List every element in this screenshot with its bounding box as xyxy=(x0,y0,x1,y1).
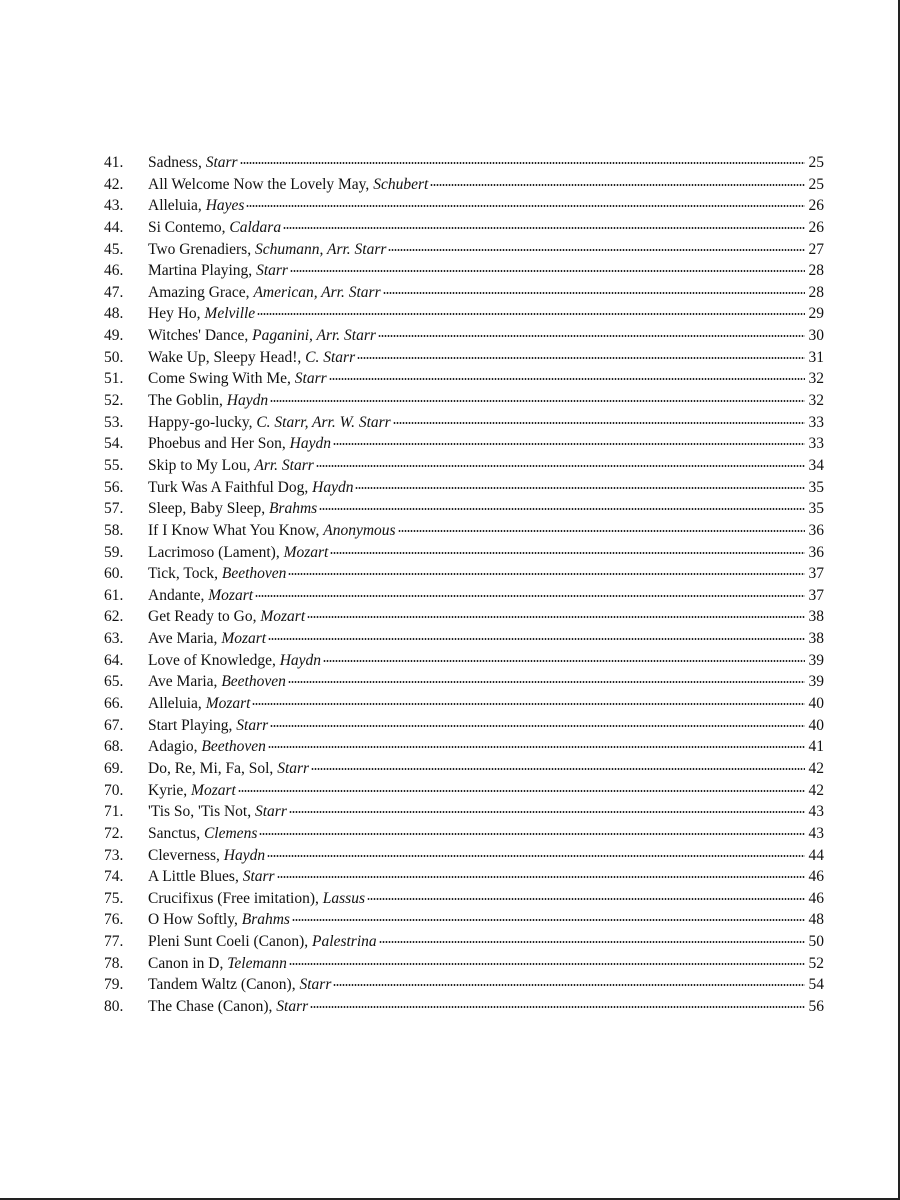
entry-composer: Starr xyxy=(299,976,332,994)
dot-leader xyxy=(288,681,805,683)
entry-composer: Haydn xyxy=(223,846,266,864)
toc-entry xyxy=(104,909,824,931)
toc-entry xyxy=(104,477,824,499)
entry-title-text: Start Playing, xyxy=(148,716,237,734)
entry-page-number: 32 xyxy=(808,392,824,410)
entry-composer: Starr xyxy=(256,262,288,280)
dot-leader xyxy=(277,876,805,878)
entry-title-text: O How Softly, xyxy=(148,911,242,929)
entry-title-text: Lacrimoso (Lament), xyxy=(148,543,284,561)
toc-entry xyxy=(104,498,824,520)
entry-title xyxy=(148,650,321,672)
toc-entry xyxy=(104,433,824,455)
dot-leader xyxy=(323,660,805,662)
entry-number: 46. xyxy=(104,262,124,280)
entry-title xyxy=(148,888,365,910)
entry-title xyxy=(148,996,308,1018)
entry-title-text: Sadness, xyxy=(148,154,206,171)
dot-leader xyxy=(311,768,805,770)
entry-composer: Starr xyxy=(205,154,238,171)
entry-number: 75. xyxy=(104,889,124,907)
toc-entry xyxy=(104,780,824,802)
entry-page-number: 44 xyxy=(808,846,824,864)
entry-number: 62. xyxy=(104,608,124,626)
entry-number: 67. xyxy=(104,716,124,734)
entry-title xyxy=(148,931,377,953)
entry-composer: C. Starr, Arr. W. Starr xyxy=(256,413,391,431)
entry-title-text: Canon in D, xyxy=(148,954,228,972)
entry-title xyxy=(148,606,305,628)
entry-composer: Lassus xyxy=(322,889,365,907)
entry-title-text: Do, Re, Mi, Fa, Sol, xyxy=(148,759,278,777)
entry-number: 54. xyxy=(104,435,124,453)
toc-entry xyxy=(104,845,824,867)
toc-entry xyxy=(104,563,824,585)
entry-title xyxy=(148,845,265,867)
entry-title xyxy=(148,455,314,477)
dot-leader xyxy=(333,443,805,445)
entry-title xyxy=(148,390,268,412)
entry-composer: American, Arr. Starr xyxy=(253,283,381,301)
entry-title-text: Alleluia, xyxy=(148,197,206,215)
toc-entry xyxy=(104,195,824,217)
entry-title xyxy=(148,563,286,585)
entry-page-number: 36 xyxy=(808,543,824,561)
dot-leader xyxy=(259,833,805,835)
entry-composer: Brahms xyxy=(268,500,318,518)
entry-title xyxy=(148,780,236,802)
toc-entry xyxy=(104,282,824,304)
toc-entry xyxy=(104,325,824,347)
entry-page-number: 35 xyxy=(808,500,824,518)
entry-number: 78. xyxy=(104,954,124,972)
table-of-contents xyxy=(104,152,824,1018)
toc-entry xyxy=(104,671,824,693)
toc-entry xyxy=(104,303,824,325)
entry-number: 50. xyxy=(104,348,124,366)
entry-composer: C. Starr xyxy=(305,348,356,366)
entry-number: 74. xyxy=(104,868,124,886)
entry-number: 45. xyxy=(104,240,124,258)
entry-title-text: Hey Ho, xyxy=(148,305,205,323)
entry-composer: Arr. Starr xyxy=(254,456,314,474)
toc-entry xyxy=(104,953,824,975)
entry-number: 49. xyxy=(104,327,124,345)
entry-title xyxy=(148,433,331,455)
toc-entry xyxy=(104,823,824,845)
dot-leader xyxy=(316,465,805,467)
entry-composer: Haydn xyxy=(279,651,322,669)
dot-leader xyxy=(379,941,805,943)
entry-title xyxy=(148,866,275,888)
entry-page-number: 42 xyxy=(808,759,824,777)
entry-composer: Mozart xyxy=(191,781,236,799)
entry-title xyxy=(148,736,266,758)
entry-title xyxy=(148,585,253,607)
entry-page-number: 31 xyxy=(808,348,824,366)
entry-title xyxy=(148,628,266,650)
toc-entry xyxy=(104,412,824,434)
entry-composer: Haydn xyxy=(226,392,269,410)
dot-leader xyxy=(330,552,805,554)
entry-number: 41. xyxy=(104,154,124,171)
entry-composer: Starr xyxy=(276,997,309,1015)
entry-title-text: Andante, xyxy=(148,586,209,604)
entry-composer: Starr xyxy=(254,803,287,821)
entry-page-number: 35 xyxy=(808,478,824,496)
entry-title xyxy=(148,195,244,217)
entry-number: 71. xyxy=(104,803,124,821)
entry-number: 76. xyxy=(104,911,124,929)
entry-page-number: 38 xyxy=(808,630,824,648)
dot-leader xyxy=(357,357,805,359)
entry-number: 56. xyxy=(104,478,124,496)
entry-composer: Clemens xyxy=(203,824,258,842)
toc-entry xyxy=(104,715,824,737)
entry-title-text: Come Swing With Me, xyxy=(148,370,295,388)
entry-title xyxy=(148,174,428,196)
entry-number: 48. xyxy=(104,305,124,323)
entry-title xyxy=(148,152,238,174)
entry-title-text: The Chase (Canon), xyxy=(148,997,277,1015)
entry-number: 60. xyxy=(104,565,124,583)
entry-number: 65. xyxy=(104,673,124,691)
toc-entry xyxy=(104,801,824,823)
entry-composer: Beethoven xyxy=(221,673,286,691)
entry-page-number: 43 xyxy=(808,803,824,821)
toc-entry xyxy=(104,390,824,412)
entry-title-text: Happy-go-lucky, xyxy=(148,413,257,431)
toc-entry xyxy=(104,368,824,390)
entry-number: 43. xyxy=(104,197,124,215)
dot-leader xyxy=(246,205,805,207)
toc-entry xyxy=(104,347,824,369)
entry-page-number: 30 xyxy=(808,327,824,345)
entry-composer: Melville xyxy=(204,305,256,323)
entry-page-number: 46 xyxy=(808,889,824,907)
toc-entry xyxy=(104,455,824,477)
entry-title-text: Sanctus, xyxy=(148,824,204,842)
entry-number: 70. xyxy=(104,781,124,799)
entry-title xyxy=(148,477,353,499)
dot-leader xyxy=(283,227,805,229)
dot-leader xyxy=(292,919,805,921)
entry-title xyxy=(148,693,250,715)
dot-leader xyxy=(310,1006,805,1008)
dot-leader xyxy=(398,530,805,532)
entry-page-number: 39 xyxy=(808,673,824,691)
entry-title-text: Wake Up, Sleepy Head!, xyxy=(148,348,306,366)
entry-composer: Paganini, Arr. Starr xyxy=(252,327,376,345)
toc-entry xyxy=(104,996,824,1018)
entry-title-text: Two Grenadiers, xyxy=(148,240,255,258)
toc-entry xyxy=(104,931,824,953)
toc-entry xyxy=(104,758,824,780)
entry-page-number: 46 xyxy=(808,868,824,886)
entry-composer: Brahms xyxy=(241,911,290,929)
entry-title xyxy=(148,542,328,564)
entry-page-number: 43 xyxy=(808,824,824,842)
entry-number: 58. xyxy=(104,521,124,539)
entry-title-text: Skip to My Lou, xyxy=(148,456,255,474)
entry-number: 61. xyxy=(104,586,124,604)
dot-leader xyxy=(355,487,805,489)
entry-page-number: 28 xyxy=(808,262,824,280)
entry-number: 63. xyxy=(104,630,124,648)
dot-leader xyxy=(289,963,805,965)
entry-composer: Haydn xyxy=(312,478,354,496)
dot-leader xyxy=(319,508,805,510)
entry-title-text: Si Contemo, xyxy=(148,218,230,236)
entry-number: 42. xyxy=(104,175,124,193)
entry-composer: Schubert xyxy=(373,175,429,193)
entry-page-number: 42 xyxy=(808,781,824,799)
dot-leader xyxy=(307,616,805,618)
entry-page-number: 36 xyxy=(808,521,824,539)
toc-entry xyxy=(104,974,824,996)
entry-number: 64. xyxy=(104,651,124,669)
entry-number: 66. xyxy=(104,695,124,713)
entry-title-text: Tick, Tock, xyxy=(148,565,222,583)
entry-title xyxy=(148,715,268,737)
entry-title-text: Get Ready to Go, xyxy=(148,608,261,626)
entry-number: 55. xyxy=(104,456,124,474)
entry-title xyxy=(148,498,317,520)
entry-title xyxy=(148,347,355,369)
toc-entry xyxy=(104,520,824,542)
toc-entry xyxy=(104,217,824,239)
entry-title-text: Phoebus and Her Son, xyxy=(148,435,290,453)
entry-title-text: Sleep, Baby Sleep, xyxy=(148,500,269,518)
entry-number: 72. xyxy=(104,824,124,842)
entry-number: 59. xyxy=(104,543,124,561)
entry-title-text: Tandem Waltz (Canon), xyxy=(148,976,300,994)
entry-number: 53. xyxy=(104,413,124,431)
entry-page-number: 48 xyxy=(808,911,824,929)
dot-leader xyxy=(238,790,805,792)
entry-number: 77. xyxy=(104,933,124,951)
entry-title xyxy=(148,282,381,304)
dot-leader xyxy=(252,703,805,705)
entry-composer: Mozart xyxy=(205,695,251,713)
entry-composer: Starr xyxy=(236,716,269,734)
dot-leader xyxy=(255,595,805,597)
entry-title-text: 'Tis So, 'Tis Not, xyxy=(148,803,255,821)
entry-title xyxy=(148,239,386,261)
toc-entry xyxy=(104,650,824,672)
entry-title xyxy=(148,412,391,434)
dot-leader xyxy=(393,422,805,424)
entry-title xyxy=(148,909,290,931)
entry-title xyxy=(148,368,327,390)
entry-number: 73. xyxy=(104,846,124,864)
entry-title-text: Amazing Grace, xyxy=(148,283,254,301)
entry-page-number: 50 xyxy=(808,933,824,951)
toc-entry xyxy=(104,606,824,628)
entry-page-number: 33 xyxy=(808,435,824,453)
entry-title-text: Kyrie, xyxy=(148,781,192,799)
entry-title-text: If I Know What You Know, xyxy=(148,521,324,539)
entry-number: 44. xyxy=(104,218,124,236)
entry-composer: Beethoven xyxy=(201,738,266,756)
entry-title-text: The Goblin, xyxy=(148,392,227,410)
entry-title xyxy=(148,823,257,845)
entry-page-number: 25 xyxy=(808,175,824,193)
entry-page-number: 26 xyxy=(808,197,824,215)
entry-composer: Haydn xyxy=(289,435,331,453)
dot-leader xyxy=(333,984,805,986)
entry-title xyxy=(148,801,287,823)
entry-page-number: 37 xyxy=(808,565,824,583)
entry-composer: Starr xyxy=(294,370,327,388)
entry-page-number: 56 xyxy=(808,997,824,1015)
entry-title xyxy=(148,520,396,542)
entry-composer: Telemann xyxy=(227,954,287,972)
entry-title-text: Pleni Sunt Coeli (Canon), xyxy=(148,933,313,951)
entry-page-number: 54 xyxy=(808,976,824,994)
entry-composer: Caldara xyxy=(229,218,282,236)
entry-page-number: 52 xyxy=(808,954,824,972)
dot-leader xyxy=(378,335,805,337)
entry-composer: Mozart xyxy=(221,630,267,648)
dot-leader xyxy=(288,573,805,575)
toc-entry xyxy=(104,239,824,261)
dot-leader xyxy=(383,292,805,294)
entry-composer: Beethoven xyxy=(221,565,287,583)
entry-title-text: Martina Playing, xyxy=(148,262,257,280)
entry-number: 52. xyxy=(104,392,124,410)
entry-title-text: Cleverness, xyxy=(148,846,224,864)
entry-composer: Palestrina xyxy=(312,933,377,951)
toc-entry xyxy=(104,152,824,174)
entry-title-text: Witches' Dance, xyxy=(148,327,253,345)
entry-page-number: 29 xyxy=(808,305,824,323)
entry-number: 80. xyxy=(104,997,124,1015)
entry-title-text: All Welcome Now the Lovely May, xyxy=(148,175,374,193)
entry-number: 69. xyxy=(104,759,124,777)
entry-title xyxy=(148,303,255,325)
entry-composer: Anonymous xyxy=(323,521,396,539)
entry-composer: Mozart xyxy=(260,608,306,626)
toc-entry xyxy=(104,693,824,715)
dot-leader xyxy=(270,400,805,402)
entry-page-number: 40 xyxy=(808,716,824,734)
dot-leader xyxy=(430,184,805,186)
entry-composer: Starr xyxy=(242,868,275,886)
entry-page-number: 41 xyxy=(808,738,824,756)
entry-title-text: Ave Maria, xyxy=(148,673,222,691)
entry-page-number: 34 xyxy=(808,456,824,474)
entry-page-number: 40 xyxy=(808,695,824,713)
dot-leader xyxy=(268,746,805,748)
entry-page-number: 26 xyxy=(808,218,824,236)
entry-number: 68. xyxy=(104,738,124,756)
toc-entry xyxy=(104,736,824,758)
entry-title xyxy=(148,325,376,347)
entry-title-text: Turk Was A Faithful Dog, xyxy=(148,478,313,496)
entry-title xyxy=(148,953,287,975)
entry-title-text: A Little Blues, xyxy=(148,868,243,886)
entry-page-number: 25 xyxy=(808,154,824,171)
toc-entry xyxy=(104,542,824,564)
entry-composer: Mozart xyxy=(208,586,254,604)
toc-entry xyxy=(104,174,824,196)
dot-leader xyxy=(268,638,805,640)
entry-number: 79. xyxy=(104,976,124,994)
dot-leader xyxy=(240,162,805,164)
entry-page-number: 33 xyxy=(808,413,824,431)
toc-entry xyxy=(104,628,824,650)
entry-title xyxy=(148,758,309,780)
entry-composer: Schumann, Arr. Starr xyxy=(254,240,387,258)
entry-title-text: Alleluia, xyxy=(148,695,206,713)
entry-title xyxy=(148,974,331,996)
entry-page-number: 38 xyxy=(808,608,824,626)
dot-leader xyxy=(290,270,805,272)
entry-composer: Hayes xyxy=(205,197,245,215)
entry-title-text: Adagio, xyxy=(148,738,202,756)
entry-title-text: Ave Maria, xyxy=(148,630,222,648)
dot-leader xyxy=(367,898,805,900)
entry-page-number: 32 xyxy=(808,370,824,388)
entry-composer: Starr xyxy=(277,759,310,777)
entry-number: 47. xyxy=(104,283,124,301)
entry-composer: Mozart xyxy=(283,543,329,561)
dot-leader xyxy=(388,249,805,251)
entry-title xyxy=(148,260,288,282)
entry-number: 57. xyxy=(104,500,124,518)
entry-page-number: 27 xyxy=(808,240,824,258)
dot-leader xyxy=(257,313,805,315)
entry-title xyxy=(148,671,286,693)
entry-title xyxy=(148,217,281,239)
entry-page-number: 28 xyxy=(808,283,824,301)
dot-leader xyxy=(267,855,805,857)
dot-leader xyxy=(289,811,805,813)
toc-entry xyxy=(104,888,824,910)
entry-page-number: 39 xyxy=(808,651,824,669)
entry-title-text: Love of Knowledge, xyxy=(148,651,280,669)
toc-entry xyxy=(104,260,824,282)
toc-entry xyxy=(104,585,824,607)
dot-leader xyxy=(329,378,805,380)
entry-title-text: Crucifixus (Free imitation), xyxy=(148,889,323,907)
entry-page-number: 37 xyxy=(808,586,824,604)
dot-leader xyxy=(270,725,805,727)
entry-number: 51. xyxy=(104,370,124,388)
toc-entry xyxy=(104,866,824,888)
